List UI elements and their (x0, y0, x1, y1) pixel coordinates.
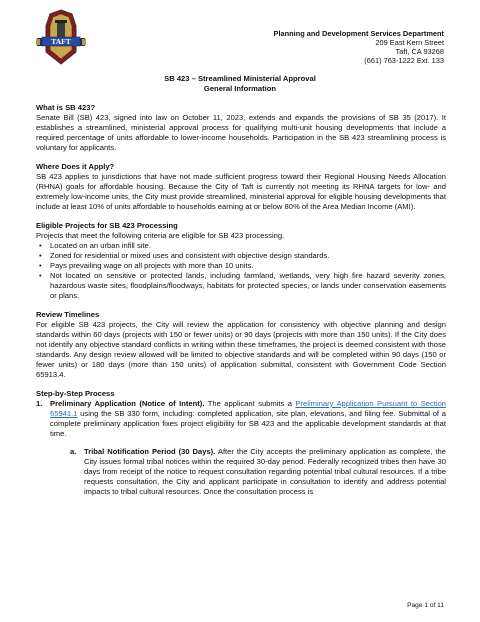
department-name: Planning and Development Services Department (273, 29, 444, 38)
document-body (36, 103, 446, 497)
section-what-is (36, 103, 446, 153)
city-seal-logo (36, 8, 86, 66)
section-heading: Eligible Projects for SB 423 Processing (36, 221, 178, 230)
section-heading-steps: Step-by-Step Process (36, 389, 115, 398)
step-number: 1. (36, 399, 43, 408)
department-address-block (274, 29, 444, 65)
section-eligible-projects (36, 221, 446, 301)
substep-title: Tribal Notification Period (30 Days). (84, 447, 216, 456)
step-title: Preliminary Application (Notice of Intent). (50, 399, 205, 408)
address-city: Taft, CA 93268 (395, 47, 444, 57)
step-1a (70, 447, 446, 497)
svg-text:TAFT: TAFT (51, 37, 71, 46)
address-street: 209 East Kern Street (375, 38, 444, 48)
section-heading: What is SB 423? (36, 103, 96, 112)
title-line-1: SB 423 – Streamlined Ministerial Approval (164, 74, 316, 83)
step-1 (36, 399, 446, 439)
section-body: Senate Bill (SB) 423, signed into law on October 11, 2023, extends and expands the provisions of SB 35 (2017). It establishes a streamlined, ministerial approval process for qualifying multi-unit housing developments that include a required percentage of units affordable to lower-income households. Participation in the SB 423 streamlining process is voluntary for applicants. (36, 113, 446, 152)
step-text: using the SB 330 form, including: completed application, site plan, elevations, and filing fee. Submittal of a complete preliminary application fixes project eligibility for SB 423 and the applicable development standards at that time. (50, 409, 446, 438)
list-item: • Not located on sensitive or protected lands, including farmland, wetlands, very high fire hazard severity zones, hazardous waste sites, floodplains/floodways, habitats for protected species, or lands under conservation easements or plans. (36, 271, 446, 301)
section-body: SB 423 applies to jurisdictions that have not made sufficient progress toward their Regional Housing Needs Allocation (RHNA) goals for affordable housing. Because the City of Taft is currently not meeting its RHNA targets for low- and extremely low-income units, the City must provide streamlined, ministerial approval for eligible housing developments that include at least 10% of units affordable to households earning at or below 80% of the Area Median Income (AMI). (36, 172, 446, 211)
step-text: The applicant submits a (204, 399, 296, 408)
preliminary-application-link[interactable]: Preliminary Application Pursuant to Section 65941.1 (50, 399, 447, 418)
section-heading: Where Does it Apply? (36, 162, 115, 171)
list-item: • Pays prevailing wage on all projects with more than 10 units. (36, 261, 446, 271)
list-item: • Zoned for residential or mixed uses and consistent with objective design standards. (36, 251, 446, 261)
page-number: Page 1 of 11 (407, 602, 444, 609)
title-line-2: General Information (203, 84, 277, 93)
substep-letter: a. (70, 447, 77, 456)
section-where-applies (36, 162, 446, 212)
section-intro: Projects that meet the following criteria are eligible for SB 423 processing. (36, 231, 285, 240)
substep-body: After the City accepts the preliminary application as complete, the City issues formal tribal notices within the required 30-day period. Federally recognized tribes then have 30 days from receipt of the notice to request consultation regarding potential tribal cultural resources. If a tribe requests consultation, the City and applicant participate in consultation to identify and address potential impacts to tribal cultural resources. Once the consultation process is (84, 447, 446, 496)
document-title (0, 74, 480, 94)
eligibility-list (36, 241, 446, 301)
phone-number: (661) 763-1222 Ext. 133 (364, 56, 444, 66)
section-review-timelines (36, 310, 446, 380)
section-body: For eligible SB 423 projects, the City will review the application for consistency with objective planning and design standards within 60 days (projects with 150 or fewer units) or 90 days (projects with more than 150 units). If the City does not identify any objective standard conflicts in writing within these timeframes, the project is deemed consistent with those standards. Any design review allowed will be limited to objective standards and will be completed within 90 days (150 or fewer units) or 180 days (more than 150 units) of application submittal, consistent with Government Code Section 65913.4. (36, 320, 446, 379)
list-item: • Located on an urban infill site. (36, 241, 446, 251)
section-heading: Review Timelines (36, 310, 100, 319)
